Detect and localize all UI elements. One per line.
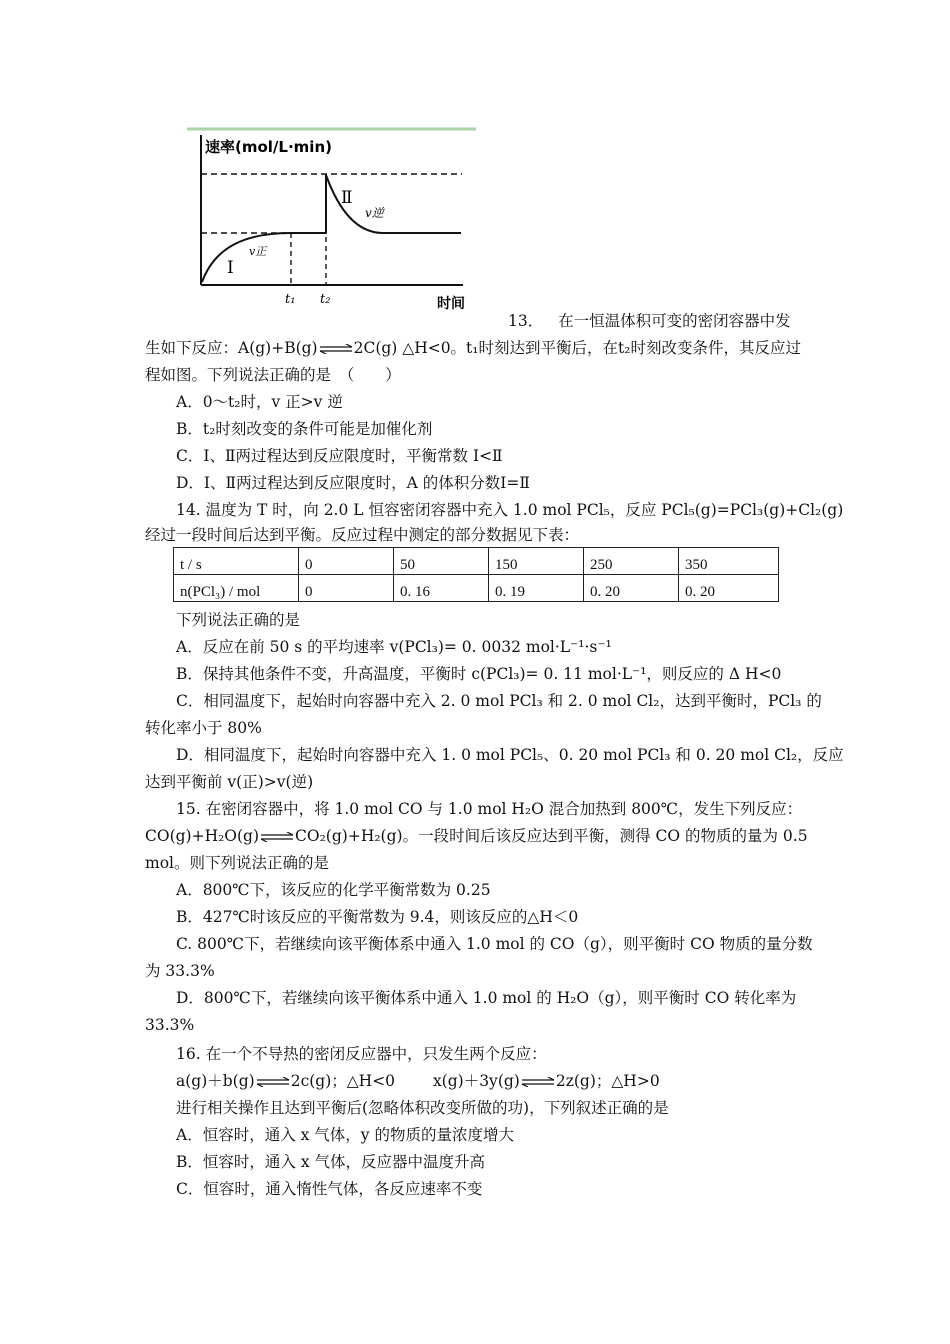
q14-stem-b: 经过一段时间后达到平衡。反应过程中测定的部分数据见下表： — [145, 526, 580, 544]
q14-stem-a: 14. 温度为 T 时，向 2.0 L 恒容密闭容器中充入 1.0 mol PCl₅，反应 PCl₅(g)=PCl₃(g)+Cl₂(g) — [176, 501, 844, 519]
table-cell: 0 — [299, 575, 394, 602]
q14-option-c-line-2: 转化率小于 80% — [145, 719, 262, 737]
q13-stem-line-2 — [145, 335, 810, 362]
table-cell: 0. 19 — [489, 575, 584, 602]
table-cell: 0 — [299, 548, 394, 575]
q16-option-c: C．恒容时，通入惰性气体，各反应速率不变 — [176, 1180, 483, 1198]
q15-stem-a: 15. 在密闭容器中，将 1.0 mol CO 与 1.0 mol H₂O 混合加热到 800℃，发生下列反应： — [176, 800, 803, 818]
q15-option-a: A．800℃下，该反应的化学平衡常数为 0.25 — [176, 881, 491, 899]
q16-reaction-1-left: a(g)＋b(g) — [176, 1072, 255, 1090]
table-cell: 0. 16 — [394, 575, 489, 602]
q14-data-table — [173, 547, 779, 602]
q13-reaction-right: 2C(g) △H<0。t₁时刻达到平衡后，在t₂时刻改变条件，其反应过 — [353, 339, 801, 357]
q15-option-d-line-2: 33.3% — [145, 1016, 195, 1034]
q15-option-b: B．427℃时该反应的平衡常数为 9.4，则该反应的△H＜0 — [176, 908, 579, 926]
q16-option-b: B．恒容时，通入 x 气体，反应器中温度升高 — [176, 1153, 485, 1171]
q14-option-b: B．保持其他条件不变，升高温度，平衡时 c(PCl₃)= 0. 11 mol·L⁻¹，则反应的 Δ H<0 — [176, 665, 782, 683]
rate-time-figure — [185, 125, 480, 315]
table-cell: 150 — [489, 548, 584, 575]
q13-number: 13． — [508, 312, 544, 330]
q13-stem-line-1 — [508, 308, 810, 335]
q16-option-a: A．恒容时，通入 x 气体，y 的物质的量浓度增大 — [176, 1126, 514, 1144]
table-cell: t / s — [174, 548, 299, 575]
t2-label: t₂ — [320, 292, 331, 307]
table-row — [174, 575, 779, 602]
region-2-label: Ⅱ — [341, 188, 353, 208]
q15-reaction-right: CO₂(g)+H₂(g)。一段时间后该反应达到平衡，测得 CO 的物质的量为 0.5 — [295, 827, 808, 845]
q16-stem: 16. 在一个不导热的密闭反应器中，只发生两个反应： — [176, 1045, 547, 1063]
q13-option-a: A．0～t₂时，v 正>v 逆 — [176, 393, 343, 411]
table-row — [174, 548, 779, 575]
y-axis-label: 速率(mol/L·min) — [205, 138, 332, 156]
forward-rate-label: v正 — [249, 245, 267, 258]
t1-label: t₁ — [285, 292, 296, 307]
q15-reaction-left: CO(g)+H₂O(g) — [145, 827, 260, 845]
q14-option-a: A．反应在前 50 s 的平均速率 v(PCl₃)= 0. 0032 mol·L⁻¹·s⁻¹ — [176, 638, 612, 656]
table-cell: 0. 20 — [584, 575, 679, 602]
x-axis-label: 时间 — [437, 296, 465, 312]
table-cell: 350 — [679, 548, 779, 575]
q13-option-c: C．Ⅰ、Ⅱ两过程达到反应限度时，平衡常数 I<Ⅱ — [176, 447, 503, 465]
region-1-label: Ⅰ — [227, 258, 234, 278]
equilibrium-arrow-icon — [256, 1077, 290, 1087]
q14-option-d-line-1: D．相同温度下，起始时向容器中充入 1. 0 mol PCl₅、0. 20 mol PCl₃ 和 0. 20 mol Cl₂，反应 — [176, 746, 844, 764]
table-cell: 0. 20 — [679, 575, 779, 602]
q13-reaction-left: 生如下反应：A(g)+B(g) — [145, 339, 318, 357]
table-cell: n(PCl₃) / mol — [174, 575, 299, 602]
equilibrium-arrow-icon — [260, 832, 294, 842]
equilibrium-arrow-icon — [319, 344, 353, 354]
table-cell: 50 — [394, 548, 489, 575]
reverse-rate-label: v逆 — [365, 206, 384, 220]
q16-reaction-2-right: 2z(g)；△H>0 — [555, 1072, 660, 1090]
q14-option-c-line-1: C．相同温度下，起始时向容器中充入 2. 0 mol PCl₃ 和 2. 0 mol Cl₂，达到平衡时，PCl₃ 的 — [176, 692, 822, 710]
q15-option-d-line-1: D．800℃下，若继续向该平衡体系中通入 1.0 mol 的 H₂O（g），则平衡时 CO 转化率为 — [176, 989, 797, 1007]
q15-stem-c: mol。则下列说法正确的是 — [145, 854, 329, 872]
q16-reactions — [176, 1068, 810, 1095]
q14-lead: 下列说法正确的是 — [176, 611, 301, 629]
q13-option-b: B．t₂时刻改变的条件可能是加催化剂 — [176, 420, 433, 438]
table-cell: 250 — [584, 548, 679, 575]
q16-reaction-1-right: 2c(g)；△H<0 — [290, 1072, 396, 1090]
q13-option-d: D．Ⅰ、Ⅱ两过程达到反应限度时，A 的体积分数Ⅰ=Ⅱ — [176, 474, 530, 492]
q16-lead: 进行相关操作且达到平衡后(忽略体积改变所做的功)，下列叙述正确的是 — [176, 1099, 669, 1117]
q15-stem-b — [145, 823, 810, 850]
q13-stem-line-3: 程如图。下列说法正确的是 （ ） — [145, 366, 401, 384]
q13-stem-a: 在一恒温体积可变的密闭容器中发 — [558, 312, 791, 330]
equilibrium-arrow-icon — [521, 1077, 555, 1087]
q16-reaction-2-left: x(g)＋3y(g) — [432, 1072, 520, 1090]
q15-option-c-line-1: C. 800℃下，若继续向该平衡体系中通入 1.0 mol 的 CO（g），则平衡时 CO 物质的量分数 — [176, 935, 813, 953]
q15-option-c-line-2: 为 33.3% — [145, 962, 215, 980]
q14-option-d-line-2: 达到平衡前 v(正)>v(逆) — [145, 773, 314, 791]
